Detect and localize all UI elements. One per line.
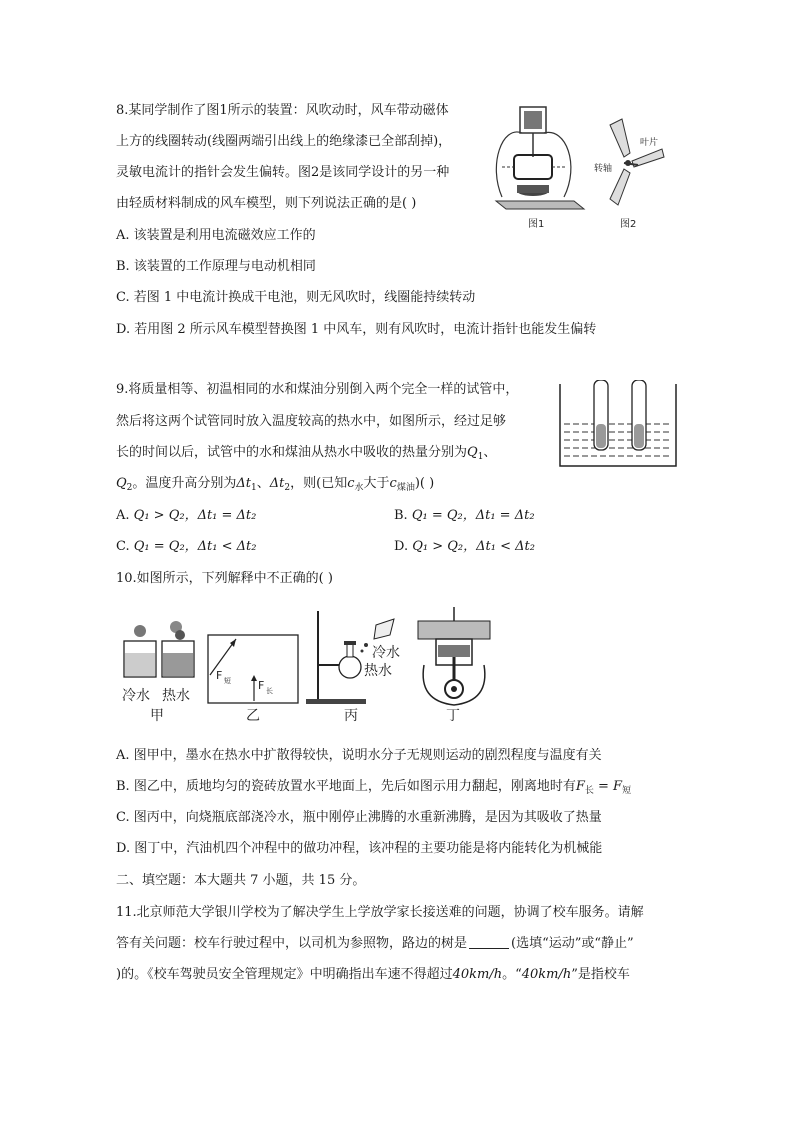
q9-option-b xyxy=(394,507,535,525)
q10-stem: 10.如图所示，下列解释中不正确的( ) xyxy=(116,571,333,586)
q11-speed-limit: 40km/h xyxy=(452,967,503,982)
q8-option-d: D. 若用图 2 所示风车模型替换图 1 中风车，则有风吹时，电流计指针也能发生偏转 xyxy=(116,322,597,337)
bing-cold-water-label: 冷水 xyxy=(372,645,400,661)
q10-figures xyxy=(118,605,503,730)
q9-dt1: Δt xyxy=(236,476,252,491)
q9-stem-line-4 xyxy=(116,475,434,497)
q11-line-2-choices: (选填“运动”或“静止” xyxy=(511,936,634,951)
q9-line4a: 。温度升高分别为 xyxy=(132,476,237,491)
fig2-caption: 图2 xyxy=(620,219,637,230)
q8-stem-line-2: 上方的线圈转动(线圈两端引出线上的绝缘漆已全部刮掉)， xyxy=(116,134,452,149)
q9-c-water: c xyxy=(347,476,355,491)
q8-figure-generator xyxy=(492,105,672,230)
q11-line-3-text: )的。《校车驾驶员安全管理规定》中明确指出车速不得超过 xyxy=(116,967,453,982)
q9-dt1-sub: 1 xyxy=(251,483,257,493)
q10-option-b-f-short: F xyxy=(613,779,623,794)
q9-stem-line-2: 然后将这两个试管同时放入温度较高的热水中，如图所示，经过足够 xyxy=(116,414,507,429)
fig2-label-blade: 叶片 xyxy=(640,138,659,148)
q10-option-b-sub-long: 长 xyxy=(584,786,594,796)
yi-f-long-sub: 长 xyxy=(266,687,273,695)
q9-option-a xyxy=(116,507,256,525)
q9-option-c xyxy=(116,538,256,556)
yi-label: 乙 xyxy=(246,708,260,724)
q9-figure-test-tubes xyxy=(556,380,682,472)
q8-option-a: A. 该装置是利用电流磁效应工作的 xyxy=(116,228,316,243)
jia-label: 甲 xyxy=(150,708,164,724)
bing-hot-water-label: 热水 xyxy=(364,663,392,679)
q10-fig-ding xyxy=(418,607,490,724)
q10-option-b-sub-short: 短 xyxy=(622,786,632,796)
q10-fig-bing xyxy=(306,611,400,724)
q9-more-than: 大于 xyxy=(363,476,390,491)
q9-separator: 、 xyxy=(483,445,497,460)
q9-option-b-text: Q₁ = Q₂，Δt₁ = Δt₂ xyxy=(411,508,535,523)
q9-q2-sub: 2 xyxy=(126,483,133,493)
q8-option-b: B. 该装置的工作原理与电动机相同 xyxy=(116,259,316,274)
q10-option-c: C. 图丙中，向烧瓶底部浇冷水，瓶中刚停止沸腾的水重新沸腾，是因为其吸收了热量 xyxy=(116,810,602,825)
q11-speed-limit-quote: 40km/h xyxy=(521,967,572,982)
q10-option-d: D. 图丁中，汽油机四个冲程中的做功冲程，该冲程的主要功能是将内能转化为机械能 xyxy=(116,841,603,856)
yi-f-short-sub: 短 xyxy=(224,677,231,685)
q9-line4c: )( ) xyxy=(414,476,435,491)
q9-c-oil-sub: 煤油 xyxy=(396,483,415,493)
q11-line-2 xyxy=(116,935,634,953)
fig1-caption: 图1 xyxy=(528,219,545,230)
q9-stem-line-3-text: 长的时间以后，试管中的水和煤油从热水中吸收的热量分别为 xyxy=(116,445,468,460)
q9-option-c-label: C. xyxy=(116,539,130,554)
q9-c-water-sub: 水 xyxy=(354,483,364,493)
q9-option-d xyxy=(394,538,535,556)
q10-option-a: A. 图甲中，墨水在热水中扩散得较快，说明水分子无规则运动的剧烈程度与温度有关 xyxy=(116,748,602,763)
q9-dt2: Δt xyxy=(269,476,285,491)
q10-fig-jia xyxy=(122,621,194,724)
q8-option-c: C. 若图 1 中电流计换成干电池，则无风吹时，线圈能持续转动 xyxy=(116,290,476,305)
section-fill-in-title: 二、填空题：本大题共 7 小题，共 15 分。 xyxy=(116,873,366,888)
q10-option-b-equals: = xyxy=(593,779,614,794)
q9-q1-sub: 1 xyxy=(477,452,484,462)
q10-fig-yi xyxy=(208,635,298,724)
q10-option-b-f-long: F xyxy=(575,779,585,794)
q9-stem-line-1: 9.将质量相等、初温相同的水和煤油分别倒入两个完全一样的试管中， xyxy=(116,382,519,397)
q11-line-2-text: 答有关问题：校车行驶过程中，以司机为参照物，路边的树是 xyxy=(116,936,468,951)
ding-label: 丁 xyxy=(446,708,460,724)
q8-stem-line-3: 灵敏电流计的指针会发生偏转。图2是该同学设计的另一种 xyxy=(116,165,450,180)
q9-option-d-label: D. xyxy=(394,539,409,554)
jia-cold-water-label: 冷水 xyxy=(122,688,150,704)
q8-stem-line-4: 由轻质材料制成的风车模型，则下列说法正确的是( ) xyxy=(116,196,417,211)
q9-q1: Q xyxy=(467,445,478,460)
q9-option-a-label: A. xyxy=(116,508,130,523)
q9-option-d-text: Q₁ > Q₂，Δt₁ < Δt₂ xyxy=(412,539,535,554)
q9-option-b-label: B. xyxy=(394,508,408,523)
q9-line4b: ，则(已知 xyxy=(290,476,348,491)
q10-option-b-text: B. 图乙中，质地均匀的瓷砖放置水平地面上，先后如图示用力翻起，刚离地时有 xyxy=(116,779,576,794)
yi-f-long: F xyxy=(258,679,265,692)
q11-line-3 xyxy=(116,966,630,984)
q9-dt2-sub: 2 xyxy=(284,483,291,493)
q11-line-3-mid: 。“ xyxy=(502,967,522,982)
q9-option-c-text: Q₁ = Q₂，Δt₁ < Δt₂ xyxy=(133,539,257,554)
q9-c-oil: c xyxy=(389,476,397,491)
fig2-label-axis: 转轴 xyxy=(594,164,613,174)
q11-line-3-end: ”是指校车 xyxy=(571,967,630,982)
bing-label: 丙 xyxy=(344,708,358,724)
yi-f-short: F xyxy=(216,669,223,682)
q9-stem-line-3 xyxy=(116,444,496,466)
q11-line-1: 11.北京师范大学银川学校为了解决学生上学放学家长接送难的问题，协调了校车服务。请解 xyxy=(116,905,644,920)
q9-option-a-text: Q₁ > Q₂，Δt₁ = Δt₂ xyxy=(133,508,257,523)
q9-separator-2: 、 xyxy=(256,476,270,491)
q11-answer-blank[interactable] xyxy=(469,935,509,949)
q9-q2: Q xyxy=(116,476,127,491)
jia-hot-water-label: 热水 xyxy=(162,688,190,704)
q10-option-b xyxy=(116,778,631,800)
q8-stem-line-1: 8.某同学制作了图1所示的装置：风吹动时，风车带动磁体 xyxy=(116,103,449,118)
